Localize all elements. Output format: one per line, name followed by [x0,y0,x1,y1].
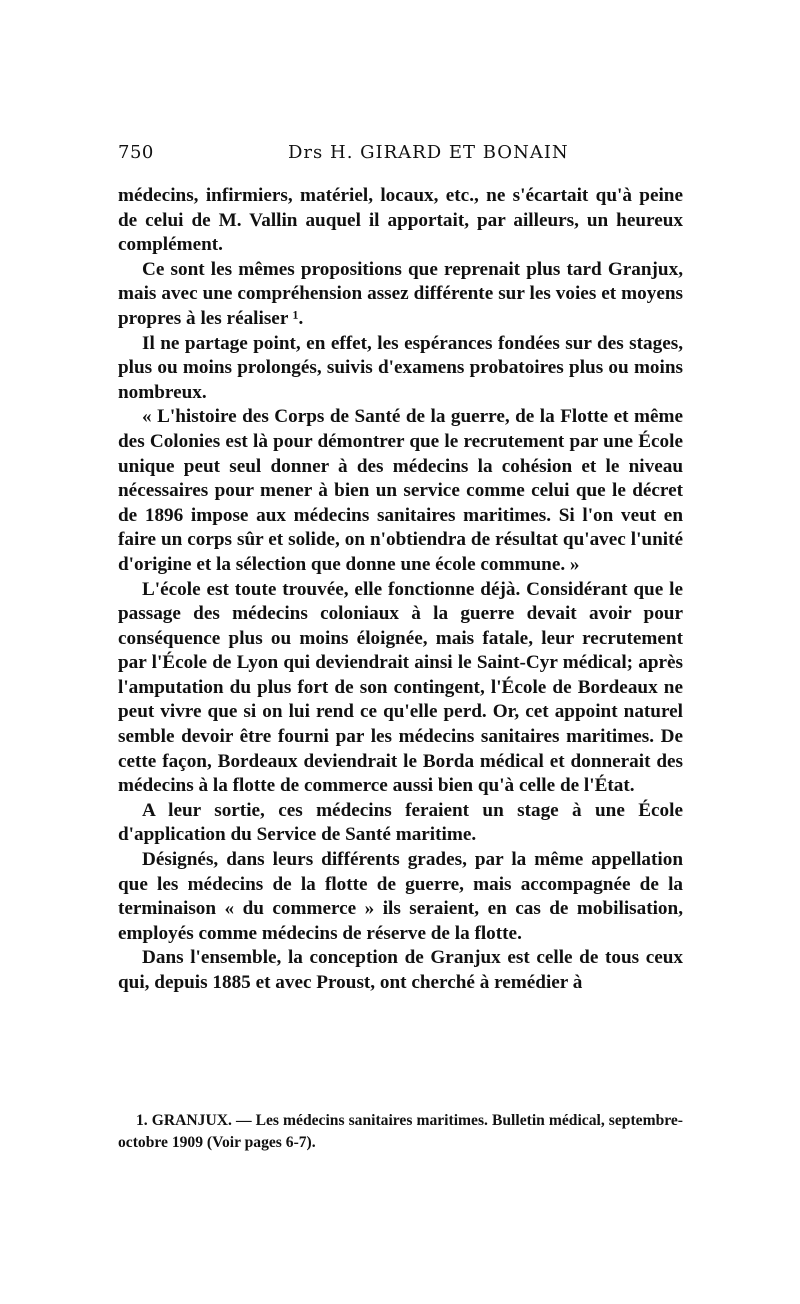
paragraph: « L'histoire des Corps de Santé de la guerre, de la Flotte et même des Colonies est là pour démontrer que le recrutement par une École unique peut seul donner à des médecins la cohésion et le niveau nécessaires pour mener à bien un service comme celui que le décret de 1896 impose aux médecins sanitaires maritimes. Si l'on veut en faire un corps sûr et solide, on n'obtiendra de résultat qu'avec l'unité d'origine et la sélection que donne une école commune. » [118,406,683,575]
paragraph: A leur sortie, ces médecins feraient un stage à une École d'application du Service de Santé maritime. [118,799,683,846]
paragraph: Ce sont les mêmes propositions que reprenait plus tard Granjux, mais avec une compréhension assez différente sur les voies et moyens propres à les réaliser ¹. [118,258,683,329]
body-text [118,184,683,996]
page-number: 750 [118,142,154,163]
running-title: Drs H. GIRARD ET BONAIN [288,142,569,163]
footnote [118,1110,683,1154]
paragraph: Il ne partage point, en effet, les espérances fondées sur des stages, plus ou moins prolongés, suivis d'examens probatoires plus ou moins nombreux. [118,332,683,403]
page-header [118,142,678,172]
paragraph: Désignés, dans leurs différents grades, par la même appellation que les médecins de la flotte de guerre, mais accompagnée de la terminaison « du commerce » ils seraient, en cas de mobilisation, employés comme médecins de réserve de la flotte. [118,849,683,944]
footnote-text: 1. GRANJUX. — Les médecins sanitaires maritimes. Bulletin médical, septembre-octobre 1909 (Voir pages 6-7). [118,1112,683,1151]
paragraph: L'école est toute trouvée, elle fonctionne déjà. Considérant que le passage des médecins coloniaux à la guerre devait avoir pour conséquence plus ou moins éloignée, mais fatale, leur recrutement par l'École de Lyon qui deviendrait ainsi le Saint-Cyr médical; après l'amputation du plus fort de son contingent, l'École de Bordeaux ne peut vivre que si on lui rend ce qu'elle perd. Or, cet appoint naturel semble devoir être fourni par les médecins sanitaires maritimes. De cette façon, Bordeaux deviendrait le Borda médical et donnerait des médecins à la flotte de commerce aussi bien qu'à celle de l'État. [118,578,683,797]
paragraph: médecins, infirmiers, matériel, locaux, etc., ne s'écartait qu'à peine de celui de M. Vallin auquel il apportait, par ailleurs, un heureux complément. [118,185,683,256]
paragraph: Dans l'ensemble, la conception de Granjux est celle de tous ceux qui, depuis 1885 et avec Proust, ont cherché à remédier à [118,947,683,993]
